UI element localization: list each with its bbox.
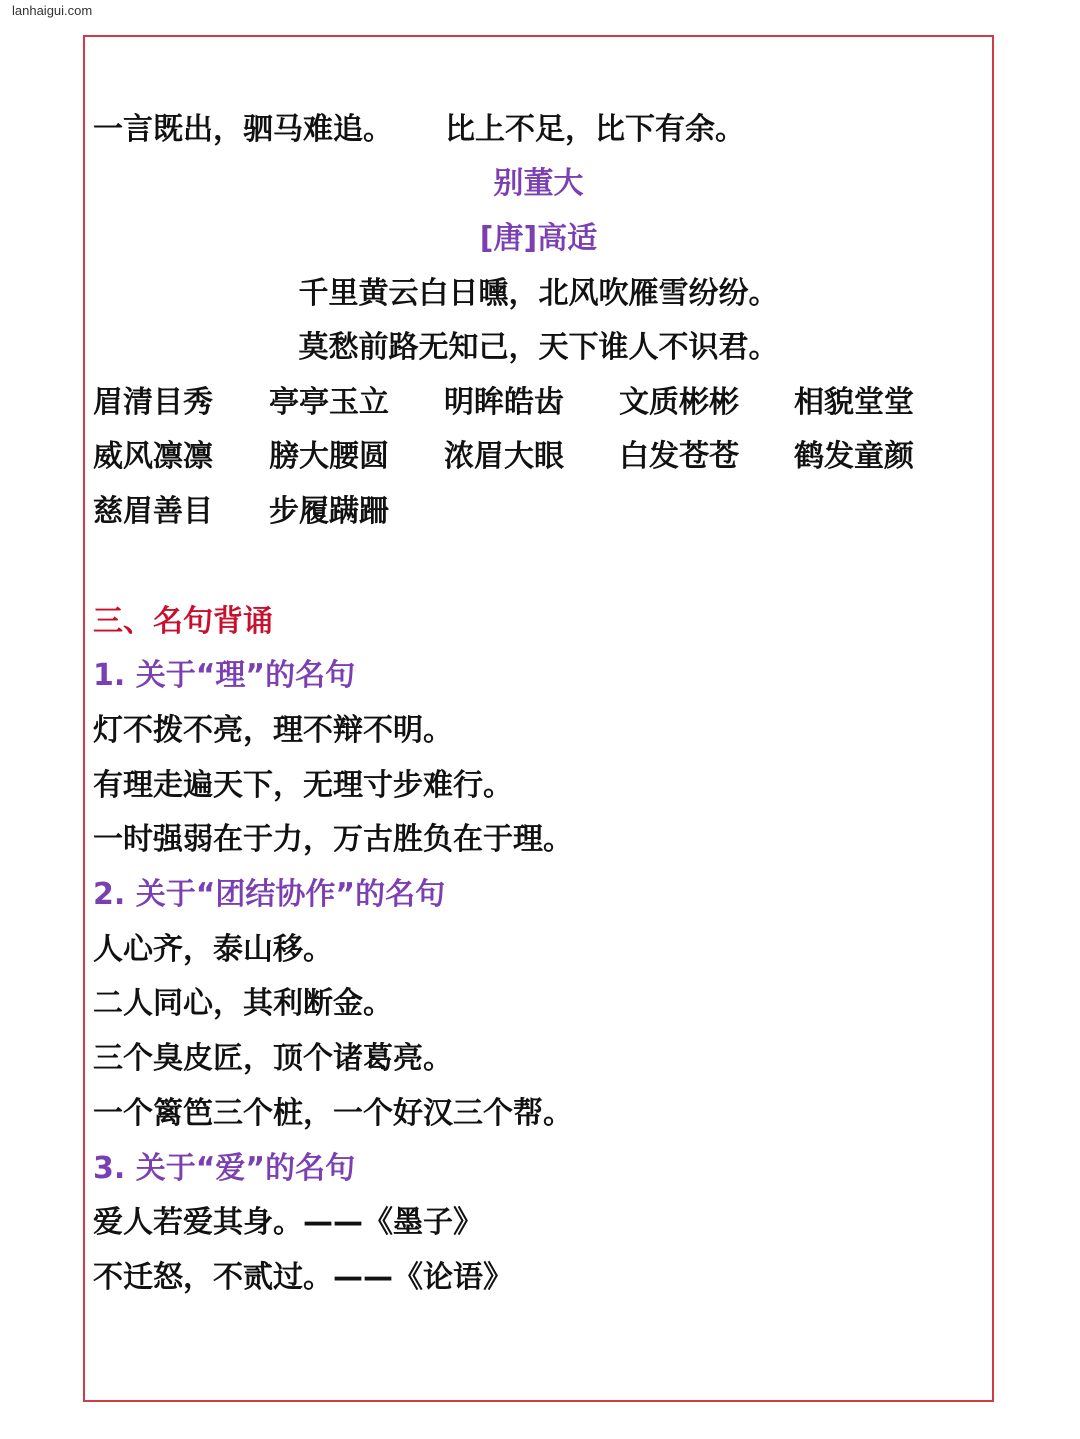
idiom: 威风凛凛 <box>93 439 213 474</box>
group-title: 2. 关于“团结协作”的名句 <box>93 877 446 912</box>
quote: 有理走遍天下，无理寸步难行。 <box>93 768 513 803</box>
watermark: lanhaigui.com <box>12 3 93 18</box>
quote: 爱人若爱其身。——《墨子》 <box>93 1205 483 1240</box>
idiom: 白发苍苍 <box>619 439 739 474</box>
quote: 二人同心，其利断金。 <box>93 986 393 1021</box>
section-heading: 三、名句背诵 <box>93 604 273 639</box>
quote: 一个篱笆三个桩，一个好汉三个帮。 <box>93 1096 573 1131</box>
idiom: 膀大腰圆 <box>269 439 389 474</box>
quote: 三个臭皮匠，顶个诸葛亮。 <box>93 1041 453 1076</box>
poem-line-1: 千里黄云白日曛，北风吹雁雪纷纷。 <box>298 276 779 311</box>
idiom: 鹤发童颜 <box>794 439 914 474</box>
poem-line-2: 莫愁前路无知己，天下谁人不识君。 <box>298 330 779 365</box>
idiom: 慈眉善目 <box>93 494 213 529</box>
idiom: 步履蹒跚 <box>269 494 389 529</box>
quote: 一时强弱在于力，万古胜负在于理。 <box>93 822 573 857</box>
group-title: 3. 关于“爱”的名句 <box>93 1151 356 1186</box>
idiom: 相貌堂堂 <box>794 385 914 420</box>
idiom: 文质彬彬 <box>619 385 739 420</box>
group-title: 1. 关于“理”的名句 <box>93 658 356 693</box>
idiom: 明眸皓齿 <box>444 385 564 420</box>
quote: 不迁怒，不贰过。——《论语》 <box>93 1260 513 1295</box>
quote: 灯不拨不亮，理不辩不明。 <box>93 713 453 748</box>
idiom: 眉清目秀 <box>93 385 213 420</box>
quote: 人心齐，泰山移。 <box>93 932 333 967</box>
idiom: 亭亭玉立 <box>269 385 389 420</box>
poem-author: [唐]高适 <box>479 221 598 256</box>
idiom: 浓眉大眼 <box>444 439 564 474</box>
poem-title: 别董大 <box>493 166 584 201</box>
saying-left: 一言既出，驷马难追。 <box>93 112 393 147</box>
saying-right: 比上不足，比下有余。 <box>445 112 745 147</box>
